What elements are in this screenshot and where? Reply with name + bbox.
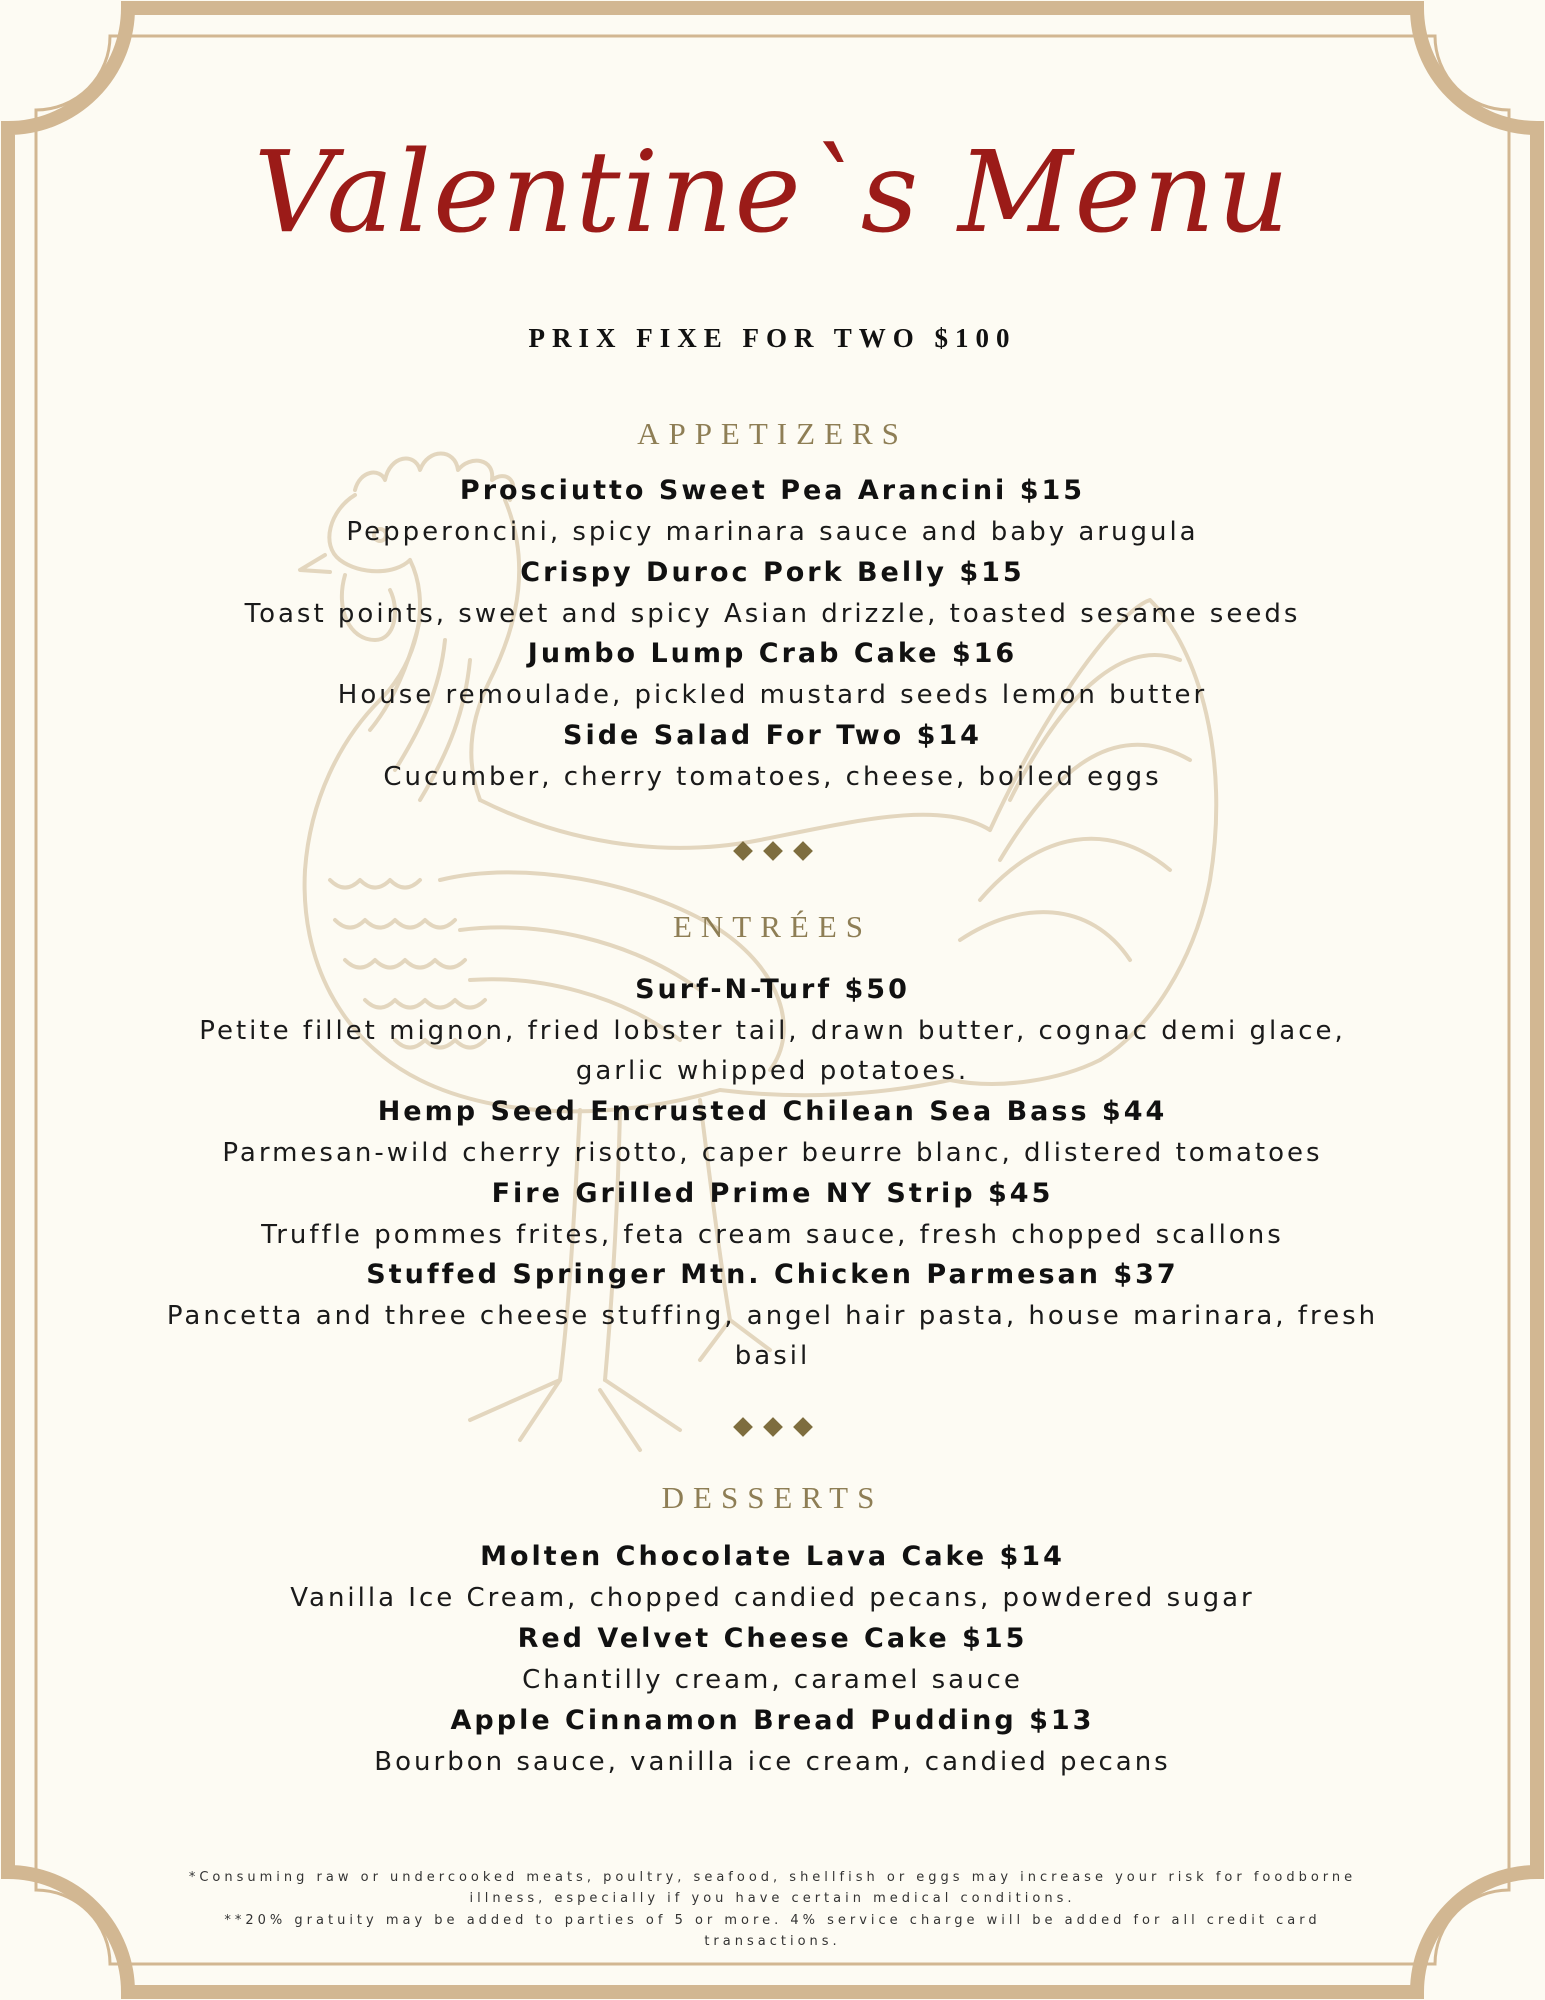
- section-divider: [0, 1420, 1545, 1439]
- menu-item-description: Vanilla Ice Cream, chopped candied pecans, powdered sugar: [290, 1583, 1255, 1613]
- diamond-icon: [733, 841, 753, 861]
- diamond-icon: [793, 841, 813, 861]
- menu-title: Valentine`s Menu: [253, 128, 1292, 258]
- diamond-icon: [763, 841, 783, 861]
- menu-item-description: House remoulade, pickled mustard seeds lemon butter: [337, 680, 1208, 710]
- section-heading-desserts: DESSERTS: [661, 1480, 884, 1515]
- diamond-icon: [793, 1417, 813, 1437]
- footnote-food-safety: *Consuming raw or undercooked meats, poultry, seafood, shellfish or eggs may increase your risk for foodborne illness, especially if you have certain medical conditions.: [188, 1870, 1357, 1906]
- menu-item-name: Surf-N-Turf $50: [635, 974, 910, 1005]
- menu-item-name: Hemp Seed Encrusted Chilean Sea Bass $44: [377, 1096, 1168, 1127]
- menu-item-name: Molten Chocolate Lava Cake $14: [480, 1541, 1065, 1572]
- menu-item-description: Truffle pommes frites, feta cream sauce, fresh chopped scallons: [261, 1220, 1284, 1250]
- menu-item-description: Chantilly cream, caramel sauce: [522, 1665, 1023, 1695]
- menu-item-name: Jumbo Lump Crab Cake $16: [527, 638, 1018, 669]
- menu-item-name: Stuffed Springer Mtn. Chicken Parmesan $37: [366, 1259, 1179, 1290]
- menu-item-name: Apple Cinnamon Bread Pudding $13: [450, 1705, 1095, 1736]
- menu-item-description: Bourbon sauce, vanilla ice cream, candied pecans: [374, 1747, 1171, 1777]
- menu-item-description: Toast points, sweet and spicy Asian drizzle, toasted sesame seeds: [244, 599, 1301, 629]
- menu-item-description: Parmesan-wild cherry risotto, caper beurre blanc, dlistered tomatoes: [222, 1138, 1323, 1168]
- diamond-icon: [733, 1417, 753, 1437]
- menu-item-name: Prosciutto Sweet Pea Arancini $15: [459, 475, 1086, 506]
- diamond-icon: [763, 1417, 783, 1437]
- section-heading-appetizers: APPETIZERS: [637, 416, 908, 451]
- menu-item-name: Side Salad For Two $14: [563, 720, 982, 751]
- menu-item-description: Pepperoncini, spicy marinara sauce and baby arugula: [346, 517, 1199, 547]
- section-heading-entrees: ENTRÉES: [672, 909, 873, 944]
- menu-item-name: Fire Grilled Prime NY Strip $45: [491, 1178, 1054, 1209]
- footnote-gratuity: **20% gratuity may be added to parties of 5 or more. 4% service charge will be added for all credit card transactions.: [224, 1913, 1321, 1949]
- menu-item-description: Petite fillet mignon, fried lobster tail, drawn butter, cognac demi glace, garlic whipped potatoes.: [199, 1016, 1346, 1086]
- menu-subtitle: PRIX FIXE FOR TWO $100: [528, 323, 1017, 353]
- menu-item-description: Cucumber, cherry tomatoes, cheese, boiled eggs: [383, 762, 1162, 792]
- menu-item-name: Crispy Duroc Pork Belly $15: [520, 557, 1025, 588]
- section-divider: [0, 844, 1545, 863]
- menu-item-name: Red Velvet Cheese Cake $15: [517, 1623, 1028, 1654]
- menu-item-description: Pancetta and three cheese stuffing, angel hair pasta, house marinara, fresh basil: [166, 1301, 1379, 1371]
